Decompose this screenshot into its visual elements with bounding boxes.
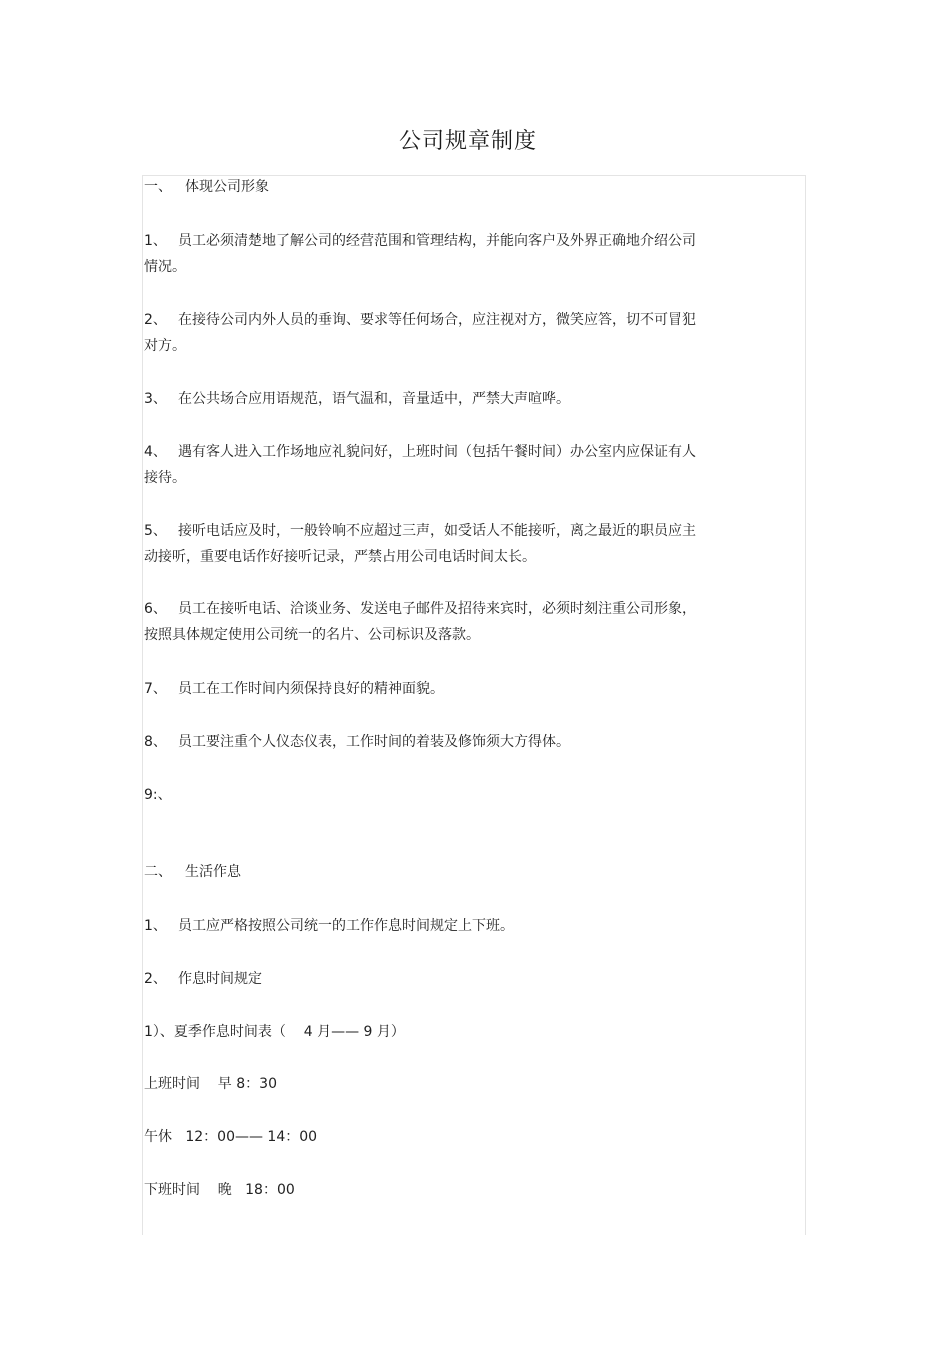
item-text: 作息时间规定 (178, 971, 262, 987)
list-item (144, 232, 696, 250)
item-number: 5、 (144, 523, 167, 539)
section-heading (144, 863, 241, 881)
list-item (144, 522, 696, 540)
schedule-title: 1）、夏季作息时间表（ 4 月—— 9 月） (144, 1024, 405, 1040)
item-number: 2、 (144, 971, 167, 987)
section-number: 二、 (144, 864, 172, 880)
item-text-continuation: 对方。 (144, 338, 186, 354)
item-text: 在公共场合应用语规范，语气温和，音量适中，严禁大声喧哗。 (178, 391, 570, 407)
item-number: 8、 (144, 734, 167, 750)
item-text: 员工在接听电话、洽谈业务、发送电子邮件及招待来宾时，必须时刻注重公司形象， (178, 601, 696, 617)
list-item (144, 311, 696, 329)
list-item (144, 970, 262, 988)
list-item (144, 390, 570, 408)
item-text-continuation: 按照具体规定使用公司统一的名片、公司标识及落款。 (144, 627, 480, 643)
schedule-row: 上班时间 早 8：30 (144, 1076, 277, 1092)
section-heading (144, 178, 269, 196)
item-text-continuation: 动接听，重要电话作好接听记录，严禁占用公司电话时间太长。 (144, 549, 536, 565)
item-number: 9:、 (144, 787, 172, 803)
list-item (144, 680, 444, 698)
list-item (144, 443, 696, 461)
item-text: 接听电话应及时，一般铃响不应超过三声，如受话人不能接听，离之最近的职员应主 (178, 523, 696, 539)
item-number: 7、 (144, 681, 167, 697)
section-number: 一、 (144, 179, 172, 195)
item-number: 1、 (144, 233, 167, 249)
item-text-continuation: 接待。 (144, 470, 186, 486)
list-item (144, 733, 570, 751)
list-item (144, 917, 514, 935)
item-text: 员工在工作时间内须保持良好的精神面貌。 (178, 681, 444, 697)
item-text: 员工应严格按照公司统一的工作作息时间规定上下班。 (178, 918, 514, 934)
schedule-row: 午休 12：00—— 14：00 (144, 1129, 318, 1145)
item-text: 遇有客人进入工作场地应礼貌问好，上班时间（包括午餐时间）办公室内应保证有人 (178, 444, 696, 460)
document-title: 公司规章制度 (398, 129, 537, 154)
item-number: 6、 (144, 601, 167, 617)
item-number: 4、 (144, 444, 167, 460)
item-text: 员工必须清楚地了解公司的经营范围和管理结构，并能向客户及外界正确地介绍公司 (178, 233, 696, 249)
list-item (144, 600, 696, 618)
item-number: 3、 (144, 391, 167, 407)
item-number: 2、 (144, 312, 167, 328)
list-item (144, 786, 172, 804)
item-text-continuation: 情况。 (144, 259, 186, 275)
item-number: 1、 (144, 918, 167, 934)
section-title: 生活作息 (185, 864, 241, 880)
item-text: 在接待公司内外人员的垂询、要求等任何场合，应注视对方，微笑应答，切不可冒犯 (178, 312, 696, 328)
section-title: 体现公司形象 (185, 179, 269, 195)
schedule-row: 下班时间 晚 18：00 (144, 1182, 295, 1198)
item-text: 员工要注重个人仪态仪表，工作时间的着装及修饰须大方得体。 (178, 734, 570, 750)
